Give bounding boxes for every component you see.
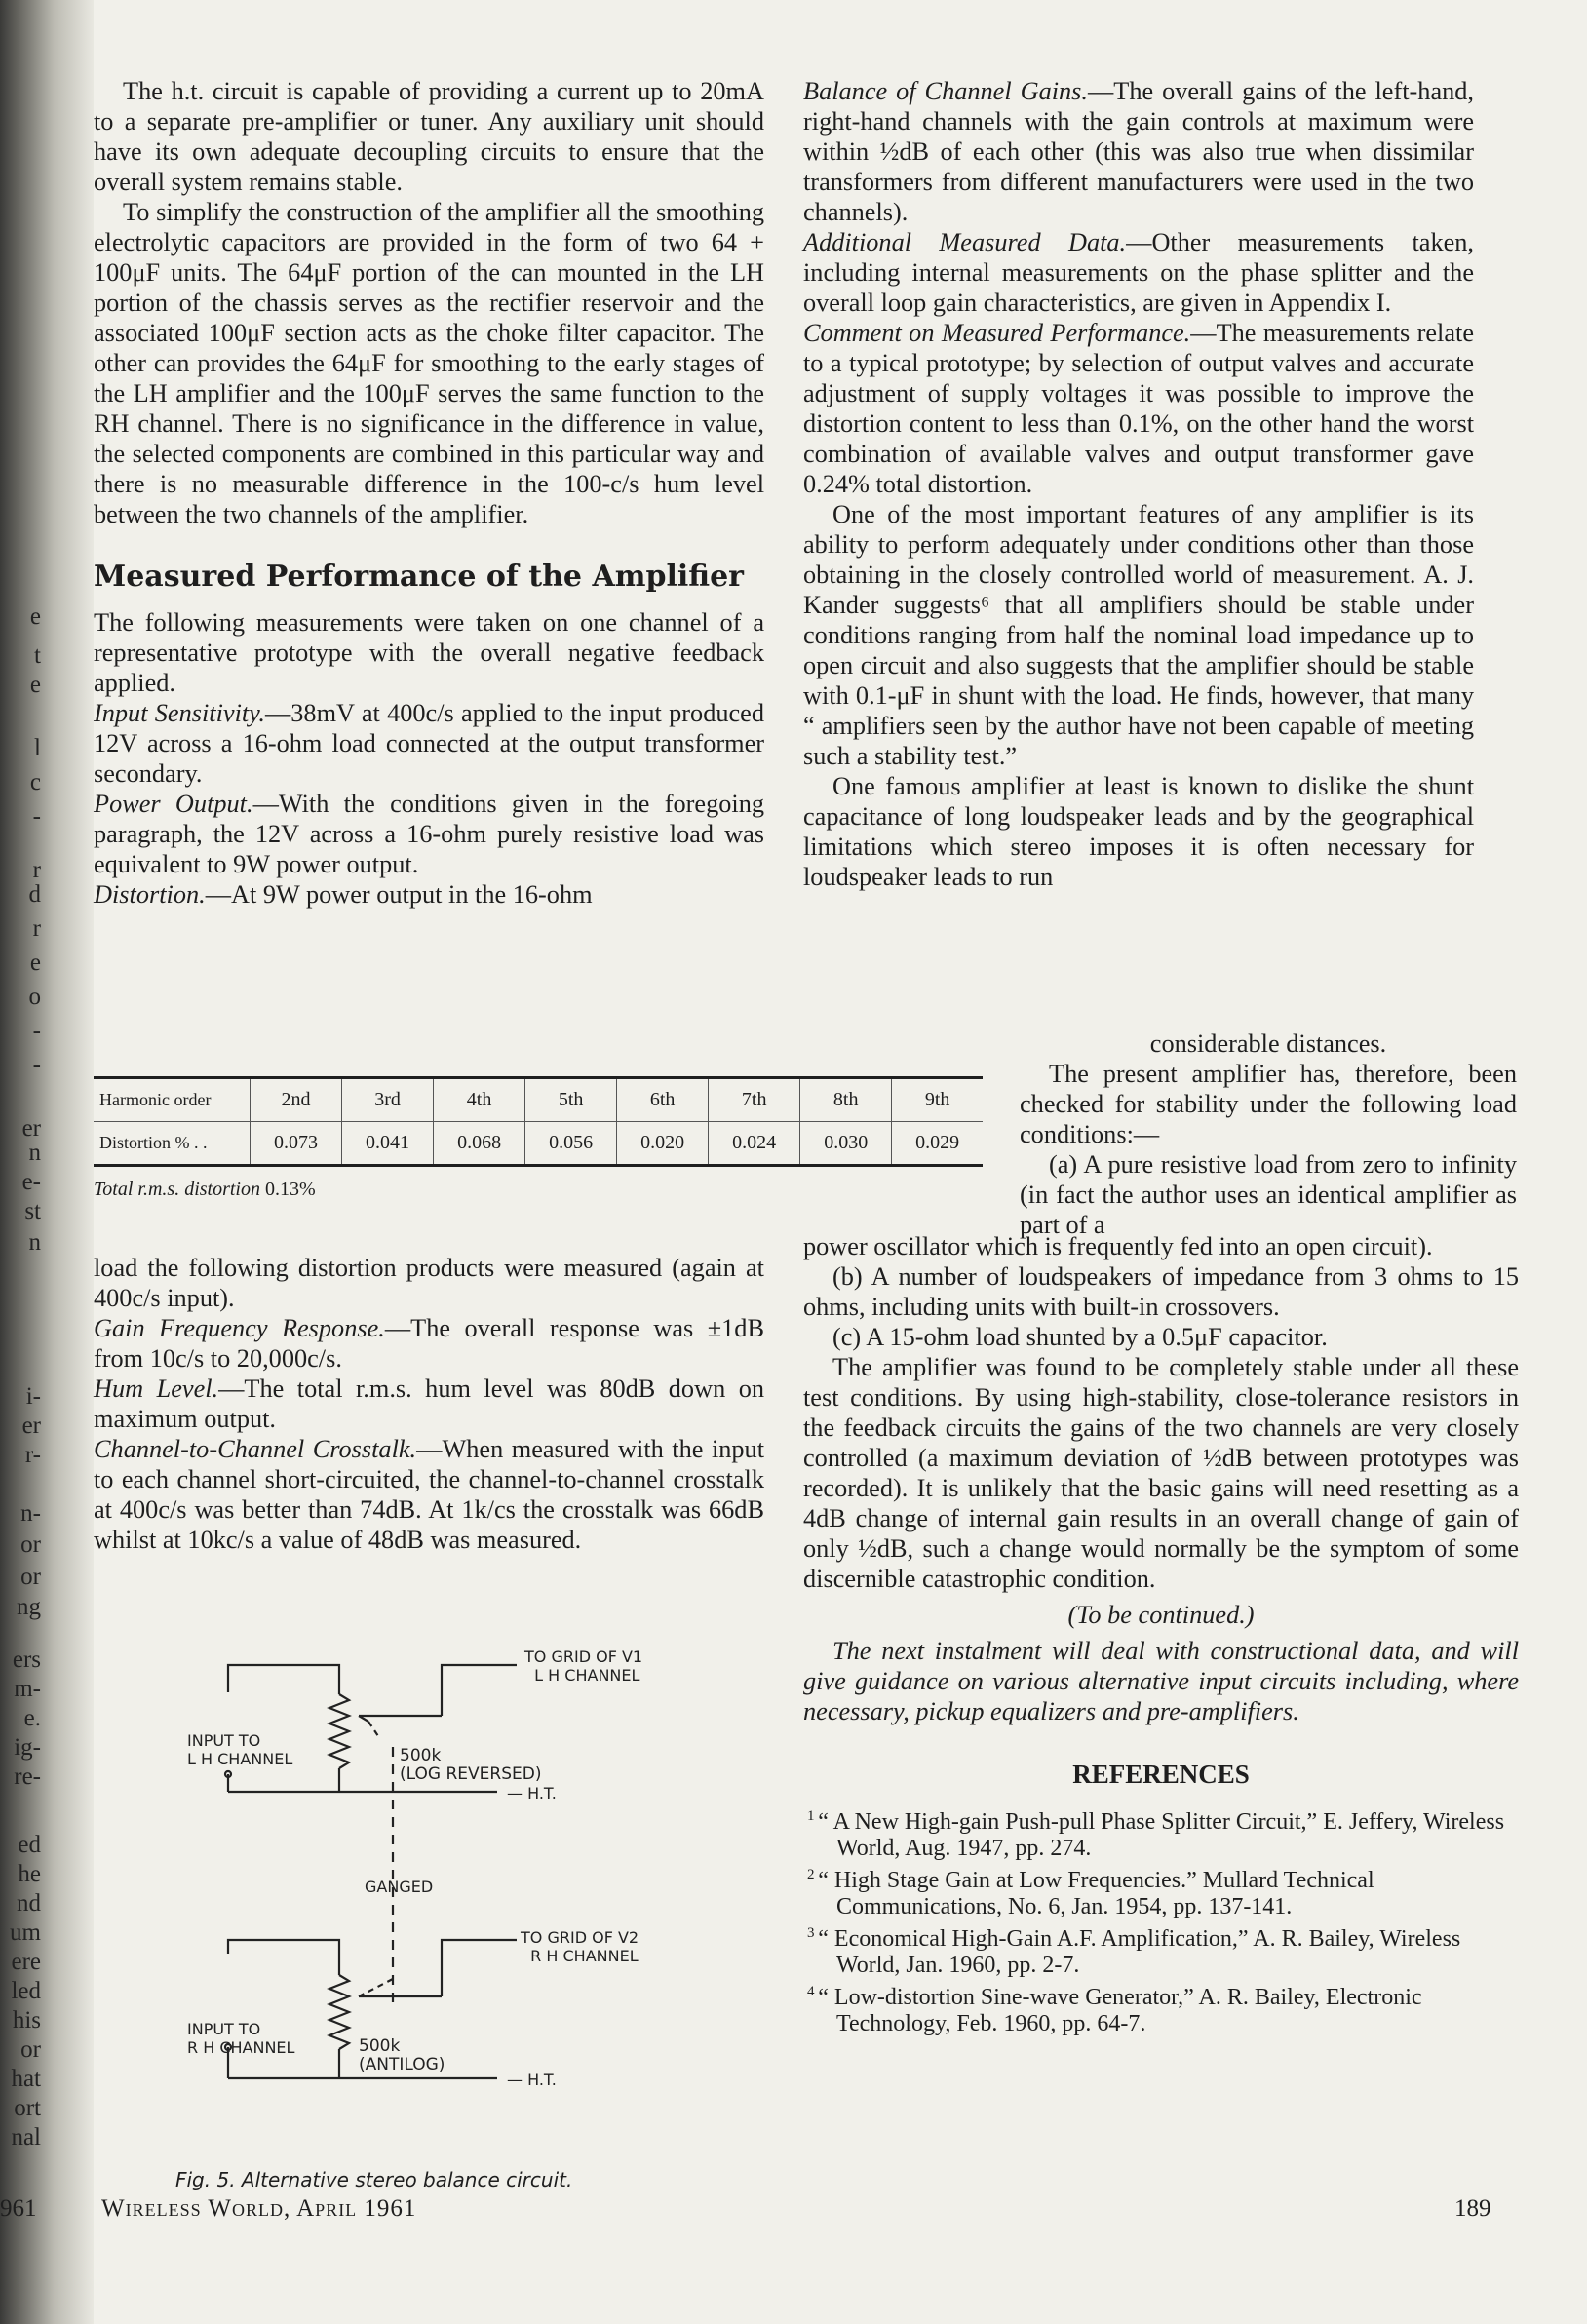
edge-letter: st	[24, 1198, 41, 1224]
edge-letter: ort	[14, 2095, 41, 2121]
comment-title: Comment on Measured Performance.	[803, 319, 1191, 347]
input-sensitivity-text: —38mV at 400c/s applied to the input produced 12V across a 16-ohm load connected at the output transformer secondary.	[94, 699, 764, 788]
edge-letter: e	[29, 603, 41, 630]
right-column	[803, 76, 1474, 892]
reference-item	[803, 1920, 1519, 1979]
reference-item	[803, 1803, 1519, 1862]
balance-text: —The overall gains of the left-hand, right-hand channels with the gain controls at maximum were within ½dB of each other (this was also true when dissimilar transformers from different manufacturers were used in the two channels).	[803, 77, 1474, 226]
edge-letter: r	[32, 915, 41, 942]
reference-number: 1	[807, 1808, 819, 1824]
power-output-paragraph	[94, 789, 764, 879]
previous-page-edge-letters	[0, 0, 94, 2324]
previous-page-number: 961	[0, 2195, 37, 2222]
edge-letter: nd	[17, 1890, 41, 1917]
edge-letter: l	[34, 735, 41, 761]
edge-letter: r-	[24, 1442, 41, 1468]
reference-number: 3	[807, 1925, 819, 1941]
edge-letter: r	[32, 857, 41, 883]
balance-circuit-diagram	[174, 1638, 680, 2164]
gain-frequency-title: Gain Frequency Response.	[94, 1314, 385, 1342]
section-heading: Measured Performance of the Amplifier	[94, 560, 744, 594]
edge-letter: hat	[11, 2066, 41, 2092]
edge-letter: er	[21, 1115, 41, 1142]
edge-letter: ng	[17, 1594, 41, 1620]
condition-b-paragraph: (b) A number of loudspeakers of impedance from 3 ohms to 15 ohms, including units with built-in crossovers.	[803, 1262, 1519, 1321]
distortion-value-cell: 0.030	[800, 1122, 892, 1166]
label-ht-1: — H.T.	[507, 1784, 557, 1802]
edge-letter: or	[20, 1564, 41, 1590]
distortion-value-cell: 0.029	[892, 1122, 983, 1166]
circuit-figure	[174, 1638, 680, 2198]
distortion-table	[94, 1076, 983, 1167]
harmonic-order-cell: 9th	[892, 1078, 983, 1122]
edge-letter: d	[28, 881, 41, 908]
edge-letter: he	[18, 1861, 41, 1887]
distortion-title: Distortion.	[94, 880, 206, 909]
right-bottom-column	[803, 1231, 1519, 2037]
edge-letter: -	[32, 1052, 41, 1078]
condition-a-continued: power oscillator which is frequently fed into an open circuit).	[803, 1232, 1433, 1260]
edge-letter: n	[28, 1140, 41, 1166]
comment-text: —The measurements relate to a typical prototype; by selection of output valves and accurate adjustment of supply voltages it was possible to improve the distortion content to less than 0.1%, on the other hand the worst combination of available valves and output transformer gave 0.24% total distortion.	[803, 319, 1474, 498]
harmonic-order-cell: 8th	[800, 1078, 892, 1122]
edge-letter: or	[20, 1531, 41, 1558]
left-lower-column	[94, 1253, 764, 1555]
edge-letter: o	[28, 984, 41, 1010]
harmonic-order-cell: 7th	[709, 1078, 800, 1122]
label-pot-log-reversed: 500k (LOG REVERSED)	[400, 1746, 542, 1784]
crosstalk-text: —When measured with the input to each channel short-circuited, the channel-to-channel crosstalk at 400c/s was better than 74dB. At 1k/cs the crosstalk was 66dB whilst at 10kc/s a value of 48dB was measured.	[94, 1435, 765, 1554]
lower-left-paragraph-1: load the following distortion products were measured (again at 400c/s input).	[94, 1254, 764, 1312]
edge-letter: ed	[18, 1832, 41, 1858]
hum-level-paragraph	[94, 1374, 764, 1434]
left-paragraph-3: The following measurements were taken on one channel of a representative prototype with the overall negative feedback applied.	[94, 608, 764, 697]
edge-letter: e.	[23, 1705, 41, 1731]
gain-frequency-text: —The overall response was ±1dB from 10c/s to 20,000c/s.	[94, 1314, 764, 1373]
distortion-value-cell: 0.020	[617, 1122, 709, 1166]
ht-1-text: H.T.	[527, 1784, 557, 1802]
edge-letter: n-	[20, 1500, 41, 1527]
hum-level-title: Hum Level.	[94, 1375, 219, 1403]
edge-letter: t	[34, 642, 41, 669]
distortion-value-cell: 0.068	[434, 1122, 525, 1166]
condition-a-paragraph: (a) A pure resistive load from zero to infinity (in fact the author uses an identical amplifier as part of a	[1020, 1150, 1517, 1239]
distortion-value-cell: 0.041	[342, 1122, 434, 1166]
label-input-rh: INPUT TO R H CHANNEL	[187, 2020, 295, 2057]
load-conditions-paragraph: The present amplifier has, therefore, been checked for stability under the following load conditions:—	[1020, 1060, 1517, 1148]
edge-letter: ig-	[14, 1734, 41, 1761]
edge-letter: re-	[14, 1763, 41, 1790]
figure-caption: Fig. 5. Alternative stereo balance circuit.	[175, 2168, 573, 2191]
power-output-title: Power Output.	[94, 790, 253, 818]
additional-data-title: Additional Measured Data.	[803, 228, 1127, 256]
edge-letter: m-	[14, 1676, 41, 1702]
reference-text: “ A New High-gain Push-pull Phase Splitter Circuit,” E. Jeffery, Wireless World, Aug. 1947, pp. 274.	[818, 1809, 1505, 1861]
reference-number: 4	[807, 1984, 819, 1999]
label-ht-2: — H.T.	[507, 2071, 557, 2089]
stability-paragraph: One of the most important features of any amplifier is its ability to perform adequately under conditions other than those obtaining in the closely controlled world of measurement. A. J. Kander suggests⁶ that all amplifiers should be stable under conditions ranging from half the nominal load impedance up to open circuit and also suggests that the amplifier should be stable with 0.1-μF in shunt with the load. He finds, however, that many “ amplifiers seen by the author have not been capable of meeting such a stability test.”	[803, 500, 1474, 770]
balance-paragraph	[803, 76, 1474, 227]
table-row	[94, 1078, 983, 1122]
table-row-label: Harmonic order	[94, 1078, 251, 1122]
reference-item	[803, 1862, 1519, 1920]
total-distortion-note	[94, 1179, 983, 1201]
right-wrap-column	[1020, 1028, 1517, 1240]
gain-frequency-paragraph	[94, 1313, 764, 1374]
loudspeaker-paragraph: One famous amplifier at least is known to dislike the shunt capacitance of long loudspeaker leads and by the geographical limitations which stereo imposes it is often necessary for loudspeaker leads to run	[803, 772, 1474, 891]
harmonic-order-cell: 6th	[617, 1078, 709, 1122]
reference-item	[803, 1979, 1519, 2037]
edge-letter: his	[12, 2007, 41, 2034]
comment-paragraph	[803, 318, 1474, 499]
label-grid-v1: TO GRID OF V1 L H CHANNEL	[524, 1647, 643, 1685]
edge-letter: -	[32, 803, 41, 830]
references-title: REFERENCES	[1072, 1760, 1250, 1789]
references-list	[803, 1803, 1519, 2037]
distortion-value-cell: 0.056	[525, 1122, 617, 1166]
harmonic-order-cell: 3rd	[342, 1078, 434, 1122]
edge-letter: c	[29, 769, 41, 795]
next-instalment-note: The next instalment will deal with constructional data, and will give guidance on various alternative input circuits including, where necessary, pickup equalizers and pre-amplifiers.	[803, 1637, 1519, 1725]
reference-text: “ Low-distortion Sine-wave Generator,” A. R. Bailey, Electronic Technology, Feb. 1960, pp. 64-7.	[818, 1985, 1422, 2036]
label-input-lh: INPUT TO L H CHANNEL	[187, 1731, 293, 1768]
edge-letter: i-	[25, 1383, 41, 1410]
power-output-text: —With the conditions given in the foregoing paragraph, the 12V across a 16-ohm purely resistive load was equivalent to 9W power output.	[94, 790, 764, 878]
harmonic-order-cell: 2nd	[251, 1078, 342, 1122]
input-sensitivity-title: Input Sensitivity.	[94, 699, 265, 727]
total-distortion-label: Total r.m.s. distortion	[94, 1179, 260, 1200]
hum-level-text: —The total r.m.s. hum level was 80dB down on maximum output.	[94, 1375, 764, 1433]
table-row	[94, 1122, 983, 1166]
journal-footer: Wireless World, April 1961	[101, 2195, 417, 2222]
left-paragraph-2: To simplify the construction of the amplifier all the smoothing electrolytic capacitors are provided in the form of two 64 + 100μF units. The 64μF portion of the can mounted in the LH portion of the chassis serves as the rectifier reservoir and the associated 100μF section acts as the choke filter capacitor. The other can provides the 64μF for smoothing to the early stages of the LH amplifier and the 100μF serves the same function to the RH channel. There is no significance in the difference in value, the selected components are combined in this particular way and there is no measurable difference in the 100-c/s hum level between the two channels of the amplifier.	[94, 198, 764, 528]
page-number: 189	[1454, 2195, 1491, 2222]
table-row-label: Distortion % . .	[99, 1133, 208, 1152]
edge-letter: e-	[21, 1169, 41, 1195]
to-be-continued: (To be continued.)	[1067, 1601, 1255, 1629]
distortion-paragraph	[94, 879, 764, 910]
label-grid-v2: TO GRID OF V2 R H CHANNEL	[521, 1928, 639, 1965]
crosstalk-paragraph	[94, 1434, 764, 1555]
edge-letter: e	[29, 672, 41, 698]
stable-paragraph: The amplifier was found to be completely stable under all these test conditions. By using high-stability, close-tolerance resistors in the feedback circuits the gains of the two channels are very closely controlled (a maximum deviation of ½dB between prototypes was recorded). It is unlikely that the basic gains will need resetting as a 4dB change of internal gain results in an overall change of gain of only ½dB, such a change would normally be the symptom of some discernible catastrophic condition.	[803, 1353, 1519, 1593]
condition-c-paragraph: (c) A 15-ohm load shunted by a 0.5μF capacitor.	[832, 1323, 1328, 1351]
crosstalk-title: Channel-to-Channel Crosstalk.	[94, 1435, 417, 1463]
label-pot-antilog: 500k (ANTILOG)	[359, 2036, 445, 2074]
distortion-value-cell: 0.024	[709, 1122, 800, 1166]
reference-text: “ Economical High-Gain A.F. Amplification,” A. R. Bailey, Wireless World, Jan. 1960, pp. 2-7.	[818, 1926, 1461, 1978]
left-paragraph-1: The h.t. circuit is capable of providing a current up to 20mA to a separate pre-amplifier or tuner. Any auxiliary unit should have its own adequate decoupling circuits to ensure that the overall system remains stable.	[94, 77, 764, 196]
additional-data-text: —Other measurements taken, including internal measurements on the phase splitter and the overall loop gain characteristics, are given in Appendix I.	[803, 228, 1474, 317]
edge-letter: ers	[12, 1646, 41, 1673]
reference-text: “ High Stage Gain at Low Frequencies.” Mullard Technical Communications, No. 6, Jan. 1954, pp. 137-141.	[818, 1868, 1374, 1919]
edge-letter: led	[11, 1978, 41, 2004]
edge-letter: or	[20, 2036, 41, 2063]
balance-title: Balance of Channel Gains.	[803, 77, 1088, 105]
edge-letter: -	[32, 1018, 41, 1044]
harmonic-order-cell: 5th	[525, 1078, 617, 1122]
input-sensitivity-paragraph	[94, 698, 764, 789]
additional-data-paragraph	[803, 227, 1474, 318]
distortion-value-cell: 0.073	[251, 1122, 342, 1166]
label-ganged: GANGED	[365, 1878, 434, 1896]
edge-letter: n	[28, 1229, 41, 1256]
ht-2-text: H.T.	[527, 2071, 557, 2089]
distortion-table-block	[94, 1076, 983, 1201]
total-distortion-value: 0.13%	[265, 1179, 316, 1200]
left-column	[94, 76, 764, 910]
harmonic-order-cell: 4th	[434, 1078, 525, 1122]
considerable-distances-line: considerable distances.	[1149, 1029, 1387, 1058]
distortion-text: —At 9W power output in the 16-ohm	[205, 880, 593, 909]
edge-letter: nal	[11, 2124, 41, 2150]
edge-letter: um	[10, 1919, 41, 1946]
edge-letter: ere	[11, 1949, 41, 1975]
reference-number: 2	[807, 1867, 819, 1882]
edge-letter: e	[29, 949, 41, 976]
edge-letter: er	[21, 1413, 41, 1439]
